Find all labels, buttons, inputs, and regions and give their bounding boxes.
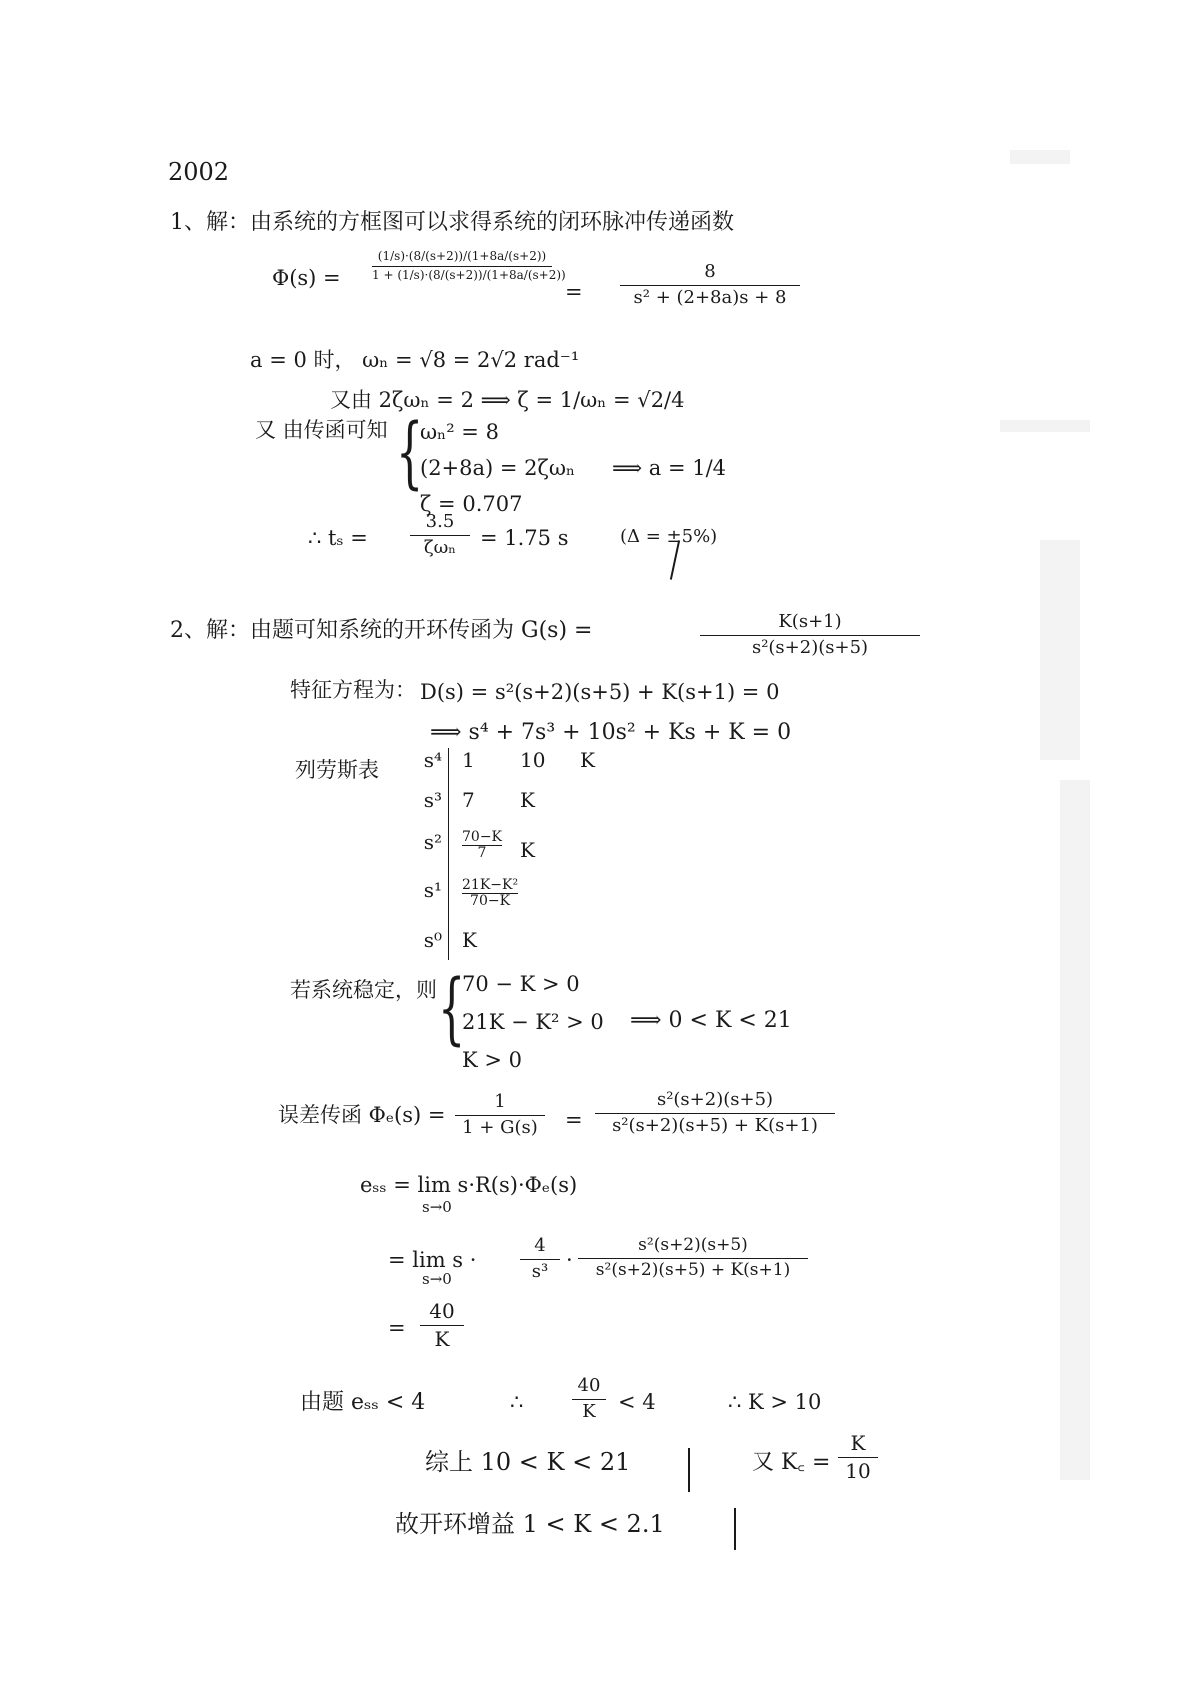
routh-lead: 列劳斯表	[295, 758, 379, 782]
bleed-through-mark	[1000, 420, 1090, 432]
kv-fraction: K 10	[838, 1432, 878, 1483]
routh-table: s⁴ 1 10 K s³ 7 K s² $\frac{70-K}{7}$ K s¹ $\frac{\text{21K−K²}}{70-K}$ s⁰ K	[408, 748, 648, 958]
phi-equals: =	[565, 280, 583, 304]
char-lead: 特征方程为：	[290, 678, 416, 702]
problem2-heading: 2、解：由题可知系统的开环传函为 G(s) =	[170, 618, 593, 643]
stable-1: 70 − K > 0	[462, 972, 580, 996]
ess-line3-eq: =	[388, 1316, 406, 1340]
phi-rhs-fraction: 8 s² + (2+8a)s + 8	[620, 262, 800, 308]
err-mid-fraction: 1 1 + G(s)	[455, 1092, 545, 1138]
bleed-through-mark	[1060, 780, 1090, 1480]
ess-limit-sub: s→0	[422, 1270, 452, 1288]
err-lead: 误差传函 Φₑ(s) =	[278, 1103, 446, 1127]
g-fraction: K(s+1) s²(s+2)(s+5)	[700, 612, 920, 658]
stable-lead: 若系统稳定，则	[290, 978, 437, 1002]
ess-line1: eₛₛ = lim s·R(s)·Φₑ(s)	[360, 1173, 578, 1197]
char-expand: ⟹ s⁴ + 7s³ + 10s² + Ks + K = 0	[430, 720, 792, 745]
cond-result: ⟹ a = 1/4	[612, 456, 727, 480]
cond-ess2-fraction: 40 K	[572, 1376, 606, 1422]
phi-mid-fraction: (1/s)·(8/(s+2))/(1+8a/(s+2)) 1 + (1/s)·(8/(s+2))/(1+8a/(s+2))	[372, 249, 566, 282]
err-equals: =	[565, 1108, 583, 1132]
cond-ess3: ∴ K > 10	[728, 1390, 822, 1414]
ts-value: = 1.75 s	[480, 526, 569, 550]
ts-note: (Δ = ±5%)	[620, 526, 718, 547]
stable-3: K > 0	[462, 1048, 522, 1072]
phi-lhs: Φ(s) =	[272, 266, 341, 290]
ess-limit-sub: s→0	[422, 1198, 452, 1216]
ess-line2-prefix: = lim s ·	[388, 1248, 477, 1272]
char-eq: D(s) = s²(s+2)(s+5) + K(s+1) = 0	[420, 680, 780, 704]
cond-ess2-post: < 4	[618, 1390, 656, 1414]
ess-line2-frac1: 4 s³	[520, 1236, 560, 1282]
ess-line2-frac2: s²(s+2)(s+5) s²(s+2)(s+5) + K(s+1)	[578, 1236, 808, 1280]
cond-lead: 又 由传函可知	[255, 418, 388, 442]
final-answer: 故开环增益 1 < K < 2.1	[395, 1510, 665, 1538]
ess-dot: ·	[566, 1248, 573, 1272]
routh-divider	[448, 748, 449, 960]
wn-line: a = 0 时， ωₙ = √8 = 2√2 rad⁻¹	[250, 348, 580, 372]
cond-brace: {	[396, 408, 424, 498]
bleed-through-mark	[1010, 150, 1070, 164]
stable-result: ⟹ 0 < K < 21	[630, 1008, 792, 1033]
answer-tick	[688, 1448, 690, 1492]
cond-2: (2+8a) = 2ζωₙ	[420, 456, 576, 480]
ts-lhs: ∴ tₛ =	[308, 526, 368, 550]
ts-fraction: 3.5 ζωₙ	[410, 512, 470, 558]
cond-3: ζ = 0.707	[420, 492, 523, 516]
kv-lead: 又 K꜀ =	[752, 1450, 831, 1475]
cond-ess: 由题 eₛₛ < 4	[300, 1390, 426, 1415]
summary-line: 综上 10 < K < 21	[425, 1448, 631, 1476]
problem1-heading: 1、解：由系统的方框图可以求得系统的闭环脉冲传递函数	[170, 210, 734, 235]
cond-1: ωₙ² = 8	[420, 420, 499, 444]
answer-tick	[734, 1508, 736, 1550]
year-heading: 2002	[168, 158, 230, 186]
stable-2: 21K − K² > 0	[462, 1010, 604, 1034]
err-rhs-fraction: s²(s+2)(s+5) s²(s+2)(s+5) + K(s+1)	[595, 1090, 835, 1136]
cond-ess2-pre: ∴	[510, 1390, 524, 1414]
zeta-line: 又由 2ζωₙ = 2 ⟹ ζ = 1/ωₙ = √2/4	[330, 388, 685, 412]
stable-brace: {	[438, 964, 466, 1054]
bleed-through-mark	[1040, 540, 1080, 760]
ess-line3-fraction: 40 K	[420, 1300, 464, 1351]
